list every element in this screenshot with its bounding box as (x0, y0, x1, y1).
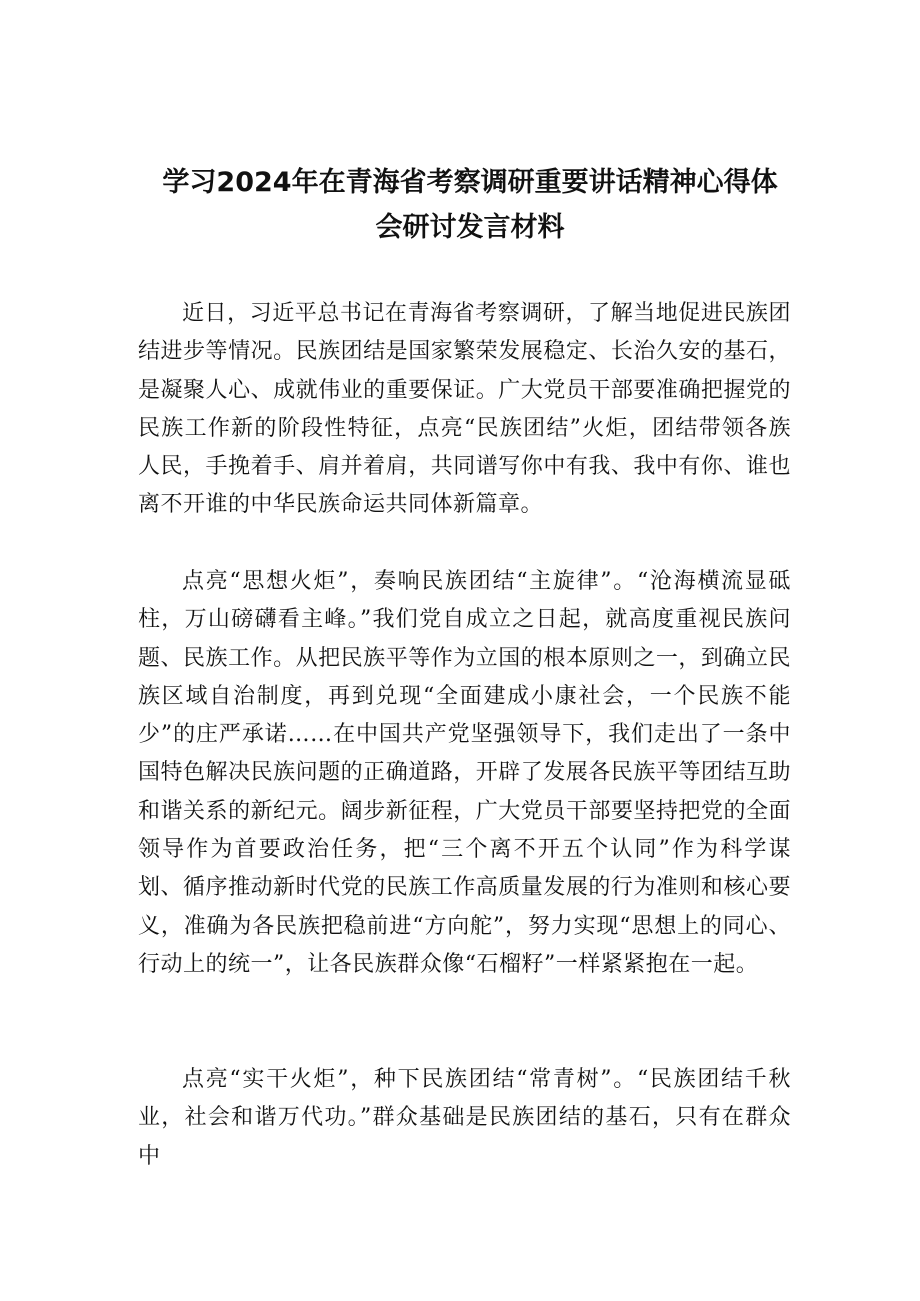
paragraph-2: 点亮“思想火炬”，奏响民族团结“主旋律”。“沧海横流显砥柱，万山磅礴看主峰。”我们党自成立之日起，就高度重视民族问题、民族工作。从把民族平等作为立国的根本原则之一，到确立民族区域自治制度，再到兑现“全面建成小康社会，一个民族不能少”的庄严承诺……在中国共产党坚强领导下，我们走出了一条中国特色解决民族问题的正确道路，开辟了发展各民族平等团结互助和谐关系的新纪元。阔步新征程，广大党员干部要坚持把党的全面领导作为首要政治任务，把“三个离不开五个认同”作为科学谋划、循序推动新时代党的民族工作高质量发展的行为准则和核心要义，准确为各民族把稳前进“方向舵”，努力实现“思想上的同心、行动上的统一”，让各民族群众像“石榴籽”一样紧紧抱在一起。 (138, 569, 791, 977)
document-title: 学习2024年在青海省考察调研重要讲话精神心得体会研讨发言材料 (162, 167, 778, 243)
paragraph-1: 近日，习近平总书记在青海省考察调研，了解当地促进民族团结进步等情况。民族团结是国家繁荣发展稳定、长治久安的基石，是凝聚人心、成就伟业的重要保证。广大党员干部要准确把握党的民族工作新的阶段性特征，点亮“民族团结”火炬，团结带领各族人民，手挽着手、肩并着肩，共同谱写你中有我、我中有你、谁也离不开谁的中华民族命运共同体新篇章。 (138, 301, 791, 518)
paragraph-3: 点亮“实干火炬”，种下民族团结“常青树”。“民族团结千秋业，社会和谐万代功。”群众基础是民族团结的基石，只有在群众中 (138, 1067, 791, 1169)
